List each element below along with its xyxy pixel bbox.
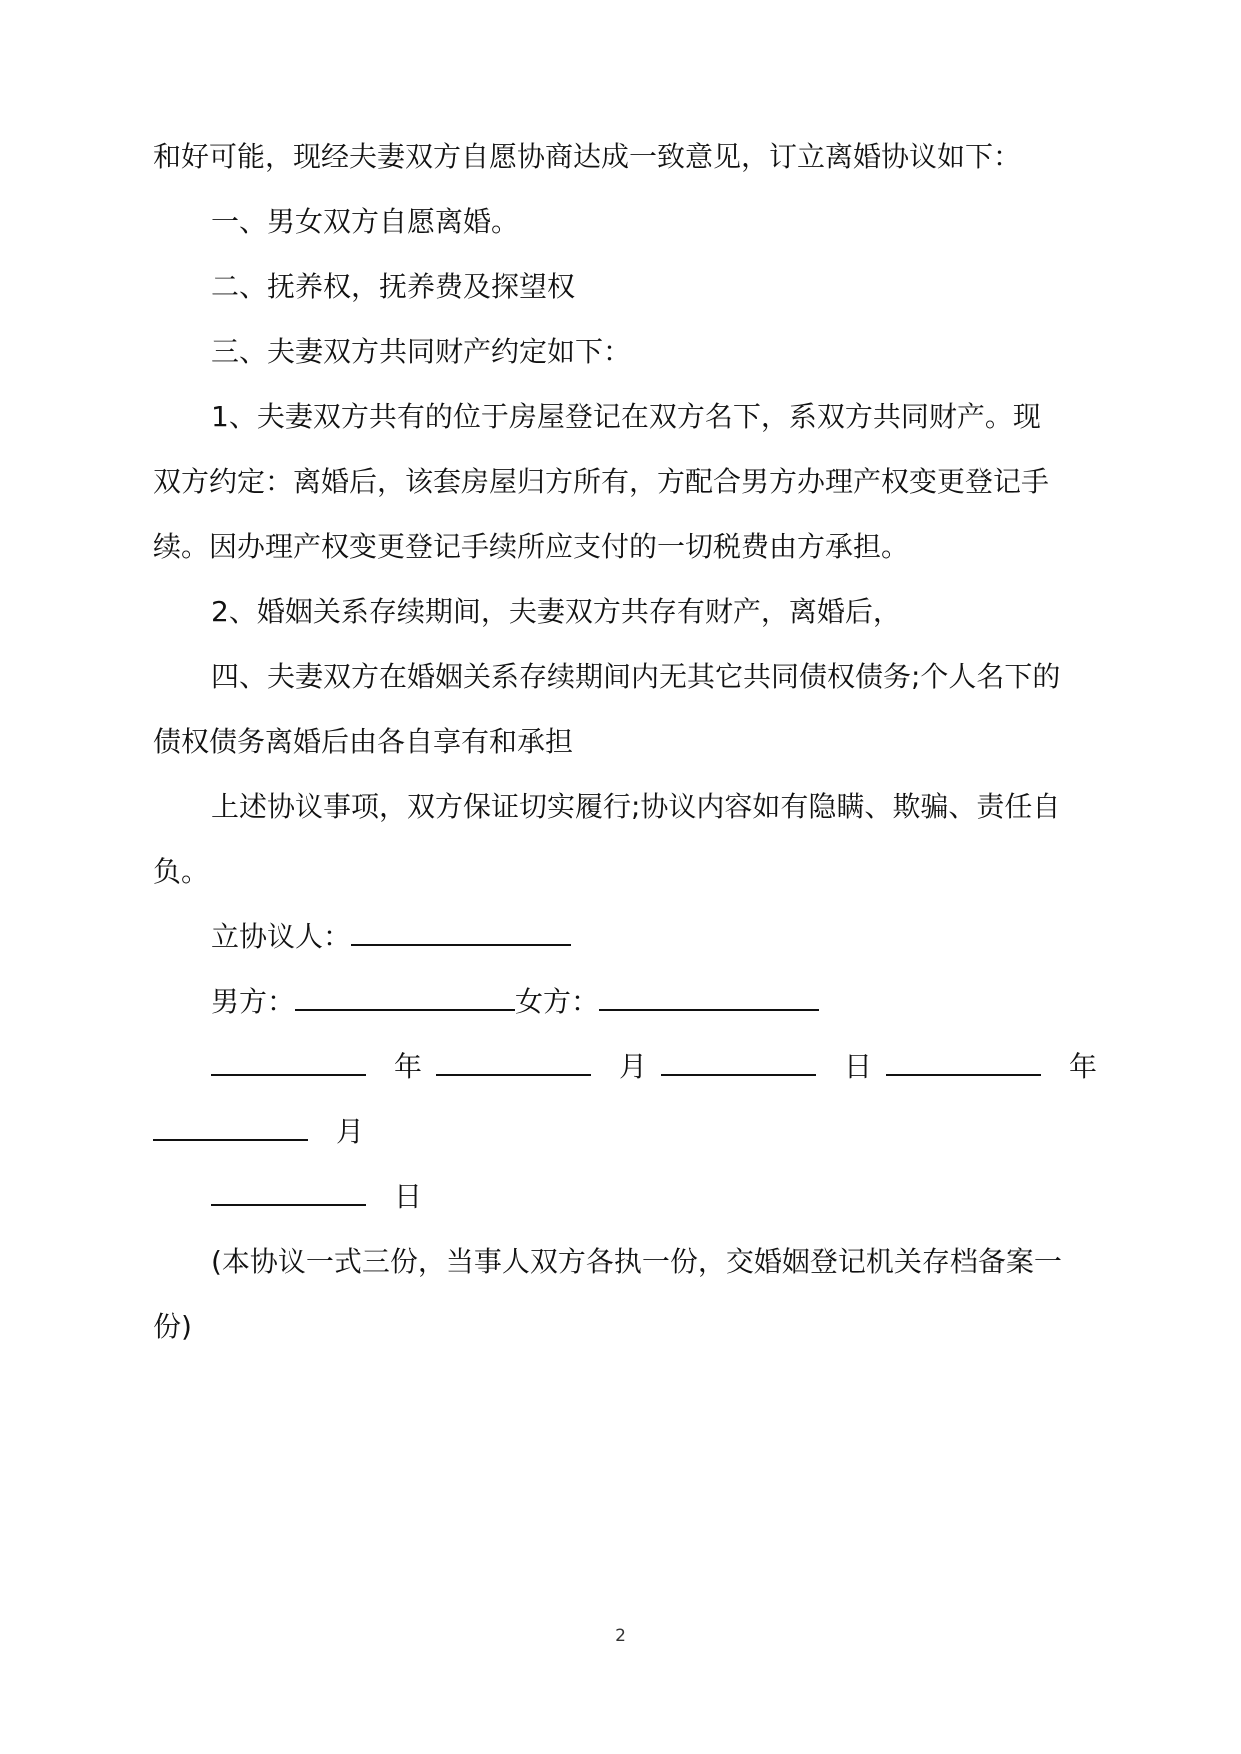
day-label-2: 日 bbox=[394, 1180, 423, 1213]
date-line-2 bbox=[153, 1099, 1088, 1164]
male-blank bbox=[295, 987, 515, 1011]
year-label-1: 年 bbox=[394, 1050, 423, 1083]
year-label-2: 年 bbox=[1069, 1050, 1098, 1083]
date-line-3 bbox=[153, 1164, 1088, 1229]
copies-note-line-1: (本协议一式三份，当事人双方各执一份，交婚姻登记机关存档备案一 bbox=[211, 1245, 1062, 1278]
clause-3-1-line-3: 续。因办理产权变更登记手续所应支付的一切税费由方承担。 bbox=[153, 530, 910, 563]
clause-3-property-heading: 三、夫妻双方共同财产约定如下： bbox=[211, 335, 632, 368]
female-blank bbox=[599, 987, 819, 1011]
parties-line bbox=[153, 969, 1088, 1034]
copies-note-line-2: 份) bbox=[153, 1310, 192, 1343]
clause-1-divorce: 一、男女双方自愿离婚。 bbox=[211, 205, 520, 238]
clause-4-line-1: 四、夫妻双方在婚姻关系存续期间内无其它共同债权债务;个人名下的 bbox=[211, 660, 1061, 693]
clause-3-1-line-1: 1、夫妻双方共有的位于房屋登记在双方名下，系双方共同财产。现 bbox=[211, 400, 1041, 433]
day-blank-1 bbox=[661, 1052, 816, 1076]
clause-2-custody: 二、抚养权，抚养费及探望权 bbox=[211, 270, 576, 303]
month-blank-1 bbox=[436, 1052, 591, 1076]
clause-3-1-line-2: 双方约定：离婚后，该套房屋归方所有，方配合男方办理产权变更登记手 bbox=[153, 465, 1050, 498]
month-blank-2 bbox=[153, 1117, 308, 1141]
male-label: 男方： bbox=[211, 985, 296, 1018]
page-number: 2 bbox=[615, 1626, 626, 1646]
document-body bbox=[153, 124, 1098, 1359]
month-label-2: 月 bbox=[336, 1115, 365, 1148]
signatory-label: 立协议人： bbox=[211, 920, 352, 953]
year-blank-2 bbox=[886, 1052, 1041, 1076]
year-blank-1 bbox=[211, 1052, 366, 1076]
month-label-1: 月 bbox=[619, 1050, 648, 1083]
paragraph-intro-continuation: 和好可能，现经夫妻双方自愿协商达成一致意见，订立离婚协议如下： bbox=[153, 140, 1022, 173]
clause-3-2: 2、婚姻关系存续期间，夫妻双方共存有财产，离婚后， bbox=[211, 595, 901, 628]
signatory-line bbox=[153, 904, 1088, 969]
day-label-1: 日 bbox=[844, 1050, 873, 1083]
closing-line-1: 上述协议事项，双方保证切实履行;协议内容如有隐瞒、欺骗、责任自 bbox=[211, 790, 1061, 823]
date-line-1 bbox=[153, 1034, 1098, 1099]
day-blank-2 bbox=[211, 1182, 366, 1206]
clause-4-line-2: 债权债务离婚后由各自享有和承担 bbox=[153, 725, 574, 758]
signatory-blank bbox=[351, 922, 571, 946]
closing-line-2: 负。 bbox=[153, 855, 210, 888]
female-label: 女方： bbox=[515, 985, 600, 1018]
